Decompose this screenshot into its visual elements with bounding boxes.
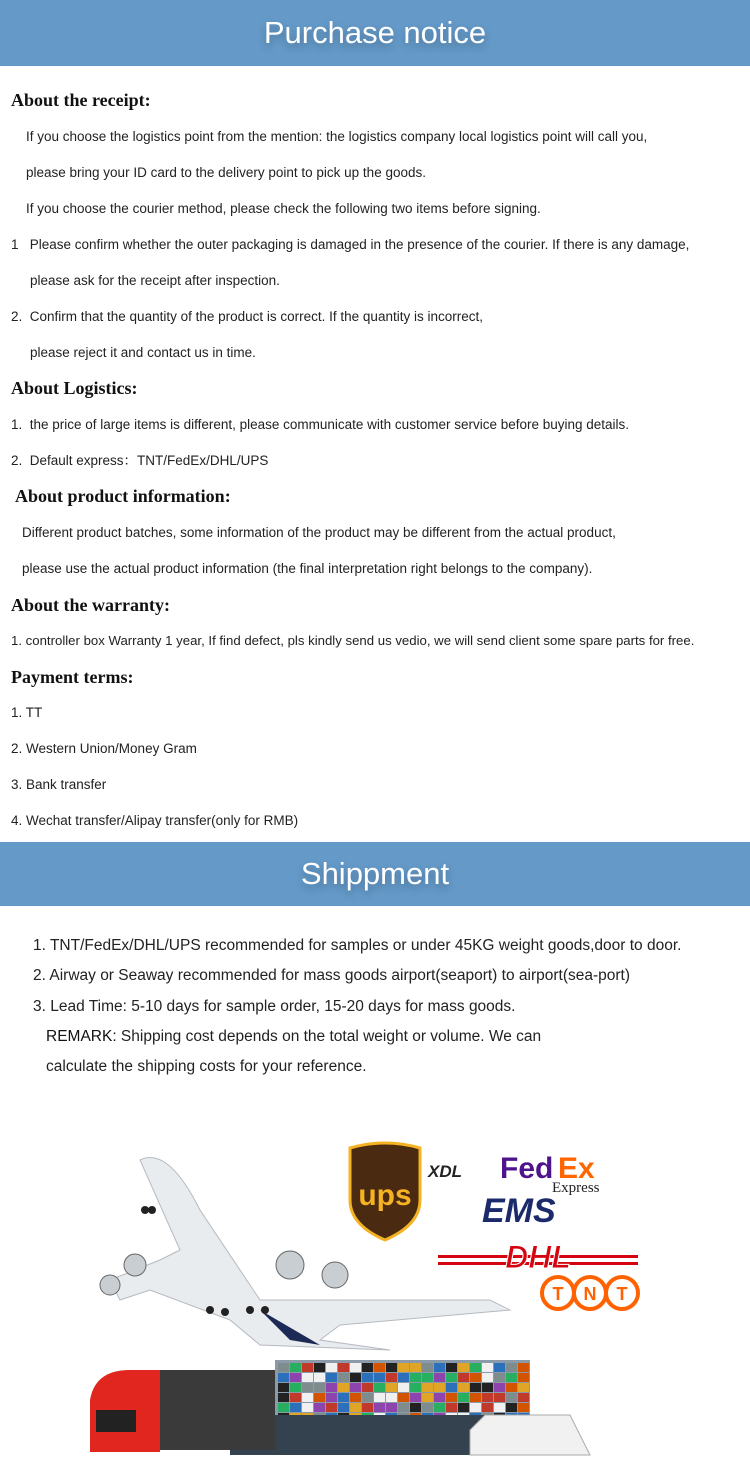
container-block bbox=[338, 1363, 349, 1372]
container-block bbox=[362, 1383, 373, 1392]
container-block bbox=[314, 1393, 325, 1402]
container-block bbox=[410, 1373, 421, 1382]
container-block bbox=[458, 1363, 469, 1372]
container-block bbox=[494, 1403, 505, 1412]
container-block bbox=[374, 1383, 385, 1392]
xdl-logo: XDL bbox=[428, 1162, 462, 1181]
container-block bbox=[494, 1383, 505, 1392]
section-heading: Payment terms: bbox=[11, 667, 134, 687]
container-block bbox=[386, 1383, 397, 1392]
text-line: If you choose the courier method, please check the following two items before signing. bbox=[26, 201, 541, 216]
container-block bbox=[350, 1373, 361, 1382]
container-block bbox=[470, 1363, 481, 1372]
container-block bbox=[374, 1373, 385, 1382]
container-block bbox=[482, 1403, 493, 1412]
container-block bbox=[482, 1363, 493, 1372]
container-block bbox=[374, 1363, 385, 1372]
container-block bbox=[422, 1403, 433, 1412]
container-block bbox=[470, 1403, 481, 1412]
ups-logo bbox=[350, 1143, 420, 1240]
text-line: 1. TNT/FedEx/DHL/UPS recommended for samples or under 45KG weight goods,door to door. bbox=[33, 937, 682, 954]
container-block bbox=[506, 1383, 517, 1392]
text-line: Different product batches, some information of the product may be different from the actual product, bbox=[22, 525, 616, 540]
container-block bbox=[422, 1393, 433, 1402]
container-block bbox=[278, 1403, 289, 1412]
container-block bbox=[434, 1363, 445, 1372]
shipment-title: Shippment bbox=[300, 856, 450, 891]
container-block bbox=[458, 1403, 469, 1412]
container-block bbox=[398, 1363, 409, 1372]
container-block bbox=[326, 1393, 337, 1402]
fedex-logo-fed: Fed bbox=[500, 1152, 554, 1185]
container-block bbox=[434, 1393, 445, 1402]
container-block bbox=[470, 1383, 481, 1392]
container-block bbox=[350, 1393, 361, 1402]
container-block bbox=[470, 1393, 481, 1402]
dhl-logo-text: DHL bbox=[505, 1239, 571, 1275]
container-block bbox=[422, 1373, 433, 1382]
shipment-header bbox=[0, 842, 750, 906]
container-block bbox=[374, 1403, 385, 1412]
container-block bbox=[494, 1363, 505, 1372]
container-block bbox=[278, 1393, 289, 1402]
shipping-illustration bbox=[90, 1130, 650, 1470]
container-block bbox=[398, 1393, 409, 1402]
container-block bbox=[446, 1393, 457, 1402]
van-image bbox=[470, 1415, 590, 1455]
container-block bbox=[518, 1373, 529, 1382]
container-block bbox=[434, 1373, 445, 1382]
dhl-logo bbox=[438, 1239, 638, 1275]
container-block bbox=[506, 1403, 517, 1412]
container-block bbox=[494, 1373, 505, 1382]
text-line: 4. Wechat transfer/Alipay transfer(only for RMB) bbox=[11, 813, 299, 828]
container-block bbox=[410, 1383, 421, 1392]
container-block bbox=[458, 1383, 469, 1392]
container-block bbox=[494, 1393, 505, 1402]
text-line: If you choose the logistics point from the mention: the logistics company local logistics point will call you, bbox=[26, 129, 648, 144]
container-block bbox=[362, 1393, 373, 1402]
container-block bbox=[458, 1373, 469, 1382]
text-line: please ask for the receipt after inspection. bbox=[30, 273, 280, 288]
fedex-express-text: Express bbox=[552, 1180, 600, 1196]
container-block bbox=[326, 1363, 337, 1372]
container-block bbox=[326, 1403, 337, 1412]
container-block bbox=[374, 1393, 385, 1402]
container-block bbox=[314, 1403, 325, 1412]
container-block bbox=[350, 1403, 361, 1412]
remark-label: REMARK: bbox=[46, 1028, 117, 1045]
container-block bbox=[326, 1383, 337, 1392]
container-block bbox=[290, 1403, 301, 1412]
container-block bbox=[482, 1393, 493, 1402]
container-block bbox=[302, 1383, 313, 1392]
container-block bbox=[518, 1383, 529, 1392]
text-line: please reject it and contact us in time. bbox=[30, 345, 256, 360]
text-line: 3. Lead Time: 5-10 days for sample order, 15-20 days for mass goods. bbox=[33, 998, 516, 1015]
container-block bbox=[338, 1403, 349, 1412]
container-block bbox=[518, 1363, 529, 1372]
section-heading: About the receipt: bbox=[11, 90, 151, 110]
container-block bbox=[422, 1363, 433, 1372]
container-block bbox=[458, 1393, 469, 1402]
text-line: please bring your ID card to the delivery point to pick up the goods. bbox=[26, 165, 426, 180]
container-block bbox=[434, 1403, 445, 1412]
container-block bbox=[290, 1363, 301, 1372]
container-block bbox=[506, 1363, 517, 1372]
container-block bbox=[446, 1403, 457, 1412]
text-line: calculate the shipping costs for your reference. bbox=[46, 1058, 367, 1075]
container-block bbox=[338, 1393, 349, 1402]
text-line: 2. Airway or Seaway recommended for mass goods airport(seaport) to airport(sea-port) bbox=[33, 967, 630, 984]
text-line: 2. Western Union/Money Gram bbox=[11, 741, 197, 756]
container-block bbox=[350, 1383, 361, 1392]
container-block bbox=[302, 1403, 313, 1412]
container-block bbox=[278, 1383, 289, 1392]
container-block bbox=[506, 1373, 517, 1382]
remark-text: Shipping cost depends on the total weight or volume. We can bbox=[116, 1028, 542, 1045]
text-line: 3. Bank transfer bbox=[11, 777, 107, 792]
container-block bbox=[362, 1403, 373, 1412]
text-line: 1. controller box Warranty 1 year, If find defect, pls kindly send us vedio, we will send client some spare parts for free. bbox=[11, 633, 695, 648]
container-block bbox=[386, 1403, 397, 1412]
container-block bbox=[422, 1383, 433, 1392]
remark-line bbox=[46, 1027, 541, 1047]
tnt-letter: N bbox=[583, 1284, 597, 1304]
container-block bbox=[302, 1393, 313, 1402]
text-line: please use the actual product information (the final interpretation right belongs to the company). bbox=[22, 561, 593, 576]
ups-logo-text: ups bbox=[358, 1179, 412, 1212]
container-block bbox=[398, 1373, 409, 1382]
purchase-notice-header bbox=[0, 0, 750, 66]
container-block bbox=[386, 1393, 397, 1402]
container-block bbox=[278, 1373, 289, 1382]
container-block bbox=[410, 1403, 421, 1412]
container-block bbox=[470, 1373, 481, 1382]
text-line: 2. Default express：TNT/FedEx/DHL/UPS bbox=[11, 453, 269, 468]
text-line: 1. the price of large items is different, please communicate with customer service before buying details. bbox=[11, 417, 630, 432]
tnt-letter: T bbox=[616, 1284, 628, 1304]
text-line: 2. Confirm that the quantity of the product is correct. If the quantity is incorrect, bbox=[11, 309, 483, 324]
purchase-notice-title: Purchase notice bbox=[263, 15, 487, 50]
section-heading: About the warranty: bbox=[11, 595, 170, 615]
container-block bbox=[386, 1373, 397, 1382]
container-block bbox=[362, 1363, 373, 1372]
tnt-letter: T bbox=[552, 1284, 564, 1304]
container-block bbox=[518, 1403, 529, 1412]
airplane-image bbox=[100, 1157, 510, 1350]
container-block bbox=[518, 1393, 529, 1402]
container-block bbox=[302, 1373, 313, 1382]
container-block bbox=[482, 1383, 493, 1392]
container-block bbox=[302, 1363, 313, 1372]
container-block bbox=[314, 1383, 325, 1392]
container-block bbox=[314, 1363, 325, 1372]
section-heading: About Logistics: bbox=[11, 378, 138, 398]
truck-image bbox=[90, 1370, 275, 1452]
container-block bbox=[290, 1383, 301, 1392]
container-block bbox=[434, 1383, 445, 1392]
container-block bbox=[398, 1403, 409, 1412]
container-block bbox=[338, 1383, 349, 1392]
container-block bbox=[314, 1373, 325, 1382]
container-block bbox=[446, 1383, 457, 1392]
container-block bbox=[350, 1363, 361, 1372]
container-block bbox=[410, 1363, 421, 1372]
section-heading: About product information: bbox=[15, 486, 231, 506]
tnt-logo bbox=[542, 1277, 638, 1309]
container-block bbox=[446, 1363, 457, 1372]
container-block bbox=[278, 1363, 289, 1372]
text-line: 1. TT bbox=[11, 705, 43, 720]
text-line: 1 Please confirm whether the outer packaging is damaged in the presence of the courier. If there is any damage, bbox=[11, 237, 690, 252]
container-block bbox=[338, 1373, 349, 1382]
container-block bbox=[290, 1373, 301, 1382]
ems-logo: EMS bbox=[482, 1192, 556, 1230]
container-block bbox=[290, 1393, 301, 1402]
fedex-logo-ex: Ex bbox=[558, 1152, 595, 1185]
container-block bbox=[482, 1373, 493, 1382]
container-block bbox=[410, 1393, 421, 1402]
container-block bbox=[326, 1373, 337, 1382]
container-block bbox=[362, 1373, 373, 1382]
container-block bbox=[506, 1393, 517, 1402]
container-block bbox=[386, 1363, 397, 1372]
container-block bbox=[398, 1383, 409, 1392]
container-block bbox=[446, 1373, 457, 1382]
